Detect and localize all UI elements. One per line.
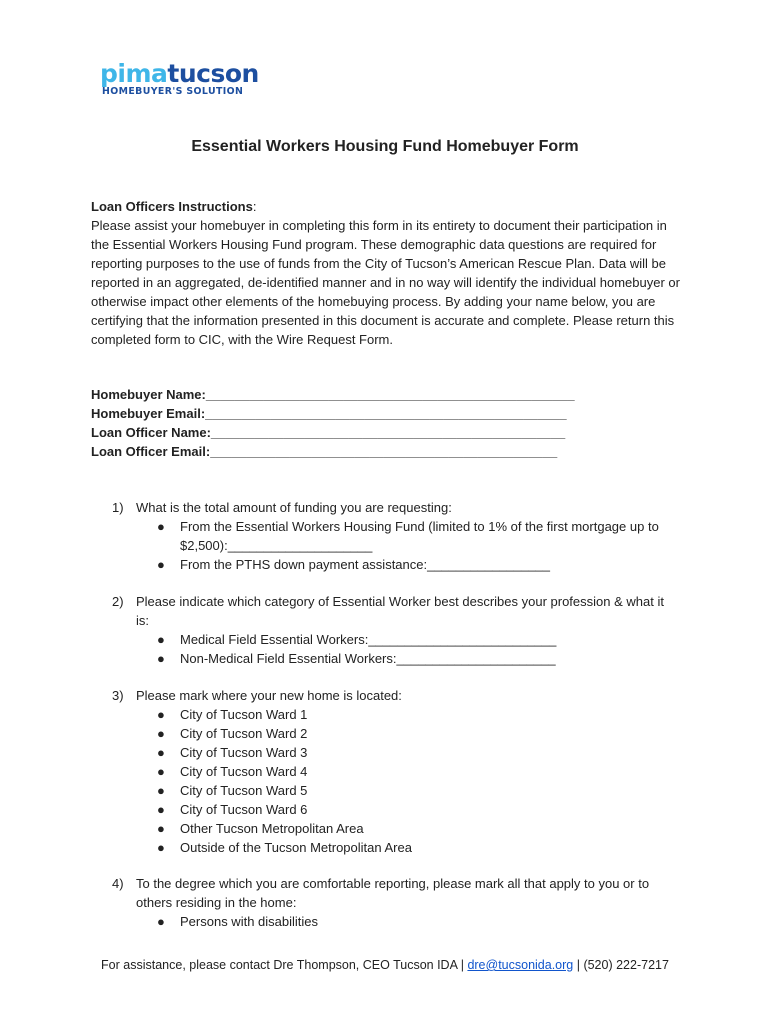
instructions-body: Please assist your homebuyer in completing this form in its entirety to document their participation in the Essential Workers Housing Fund program. These demographic data questions are required for reporting purposes to the use of funds from the City of Tucson’s American Rescue Plan. Data will be reported in an aggregated, de-identified manner and in no way will identify the individual homebuyer or otherwise impact other elements of the homebuying process. By adding your name below, you are certifying that the information presented in this document is accurate and complete. Please return this completed form to CIC, with the Wire Request Form.: [91, 218, 680, 347]
instructions-heading: Loan Officers Instructions: [91, 199, 253, 214]
bullet-icon: ●: [157, 519, 165, 534]
logo-wordmark: pimatucson: [100, 59, 259, 88]
bullet-icon: ●: [157, 821, 165, 836]
list-item[interactable]: ● City of Tucson Ward 3: [157, 745, 308, 760]
question-text: To the degree which you are comfortable reporting, please mark all that apply to you or to others residing in the home:: [136, 876, 650, 910]
homebuyer-email-field[interactable]: Homebuyer Email:__________________________________________________: [91, 406, 567, 421]
loan-officer-name-field[interactable]: Loan Officer Name:_________________________________________________: [91, 425, 566, 440]
bullet-icon: ●: [157, 726, 165, 741]
bullet-icon: ●: [157, 651, 165, 666]
footer-text: For assistance, please contact Dre Thompson, CEO Tucson IDA |: [101, 958, 468, 972]
bullet-icon: ●: [157, 745, 165, 760]
list-item[interactable]: ● City of Tucson Ward 6: [157, 802, 308, 817]
list-item[interactable]: ● Other Tucson Metropolitan Area: [157, 821, 364, 836]
bullet-icon: ●: [157, 707, 165, 722]
page-title: Essential Workers Housing Fund Homebuyer Form: [191, 138, 579, 155]
list-item[interactable]: ● City of Tucson Ward 4: [157, 764, 308, 779]
bullet-icon: ●: [157, 632, 165, 647]
list-item[interactable]: ● City of Tucson Ward 5: [157, 783, 308, 798]
loan-officer-email-field[interactable]: Loan Officer Email:________________________________________________: [91, 444, 558, 459]
bullet-icon: ●: [157, 557, 165, 572]
question-1: 1) What is the total amount of funding you are requesting: ● From the Essential Workers Housing Fund (limited to 1% of the first mortgage up to $2,500):____________________ ● From the PTHS down payment assistance:_________________: [112, 498, 770, 574]
list-item[interactable]: ● Outside of the Tucson Metropolitan Area: [157, 840, 412, 855]
bullet-icon: ●: [157, 914, 165, 929]
footer: [0, 958, 770, 972]
homebuyer-name-field[interactable]: Homebuyer Name:___________________________________________________: [91, 387, 575, 402]
list-item[interactable]: ● From the Essential Workers Housing Fund (limited to 1% of the first mortgage up to $2,500):____________________: [157, 519, 659, 553]
logo-subtitle: HOMEBUYER'S SOLUTION: [102, 86, 244, 97]
question-text: What is the total amount of funding you are requesting:: [136, 500, 452, 515]
instructions-section: Loan Officers Instructions: Please assist your homebuyer in completing this form in its entirety to document their participation in the Essential Workers Housing Fund program. These demographic data questions are required for reporting purposes to the use of funds from the City of Tucson’s American Rescue Plan. Data will be reported in an aggregated, de-identified manner and in no way will identify the individual homebuyer or otherwise impact other elements of the homebuying process. By adding your name below, you are certifying that the information presented in this document is accurate and complete. Please return this completed form to CIC, with the Wire Request Form.: [91, 197, 686, 349]
bullet-icon: ●: [157, 840, 165, 855]
bullet-icon: ●: [157, 764, 165, 779]
list-item[interactable]: ● Non-Medical Field Essential Workers:______________________: [157, 651, 556, 666]
bullet-icon: ●: [157, 802, 165, 817]
list-item[interactable]: ● City of Tucson Ward 2: [157, 726, 308, 741]
list-item[interactable]: ● City of Tucson Ward 1: [157, 707, 308, 722]
list-item[interactable]: ● From the PTHS down payment assistance:_________________: [157, 557, 551, 572]
footer-email-link[interactable]: dre@tucsonida.org: [467, 958, 574, 972]
pima-tucson-logo: [100, 59, 260, 98]
footer-phone: | (520) 222-7217: [573, 958, 669, 972]
list-item[interactable]: ● Medical Field Essential Workers:__________________________: [157, 632, 557, 647]
question-text: Please indicate which category of Essential Worker best describes your profession & what it is:: [136, 594, 664, 628]
question-3: 3) Please mark where your new home is located: ● City of Tucson Ward 1 ● City of Tucson Ward 2 ● City of Tucson Ward 3 ● City of Tucson Ward 4 ● City of Tucson Ward 5 ● City of Tucson Ward 6 ● Other Tucson Metropolitan Area ● Outside of the Tucson Metropolitan Area: [112, 686, 676, 857]
list-item[interactable]: ● Persons with disabilities: [157, 914, 319, 929]
question-2: 2) Please indicate which category of Essential Worker best describes your profession & what it is: ● Medical Field Essential Workers:__________________________ ● Non-Medical Field Essential Workers:______________________: [112, 592, 676, 668]
question-4: 4) To the degree which you are comfortable reporting, please mark all that apply to you or to others residing in the home: ● Persons with disabilities: [112, 874, 676, 931]
contact-fields: [91, 385, 575, 461]
question-text: Please mark where your new home is located:: [136, 688, 402, 703]
bullet-icon: ●: [157, 783, 165, 798]
